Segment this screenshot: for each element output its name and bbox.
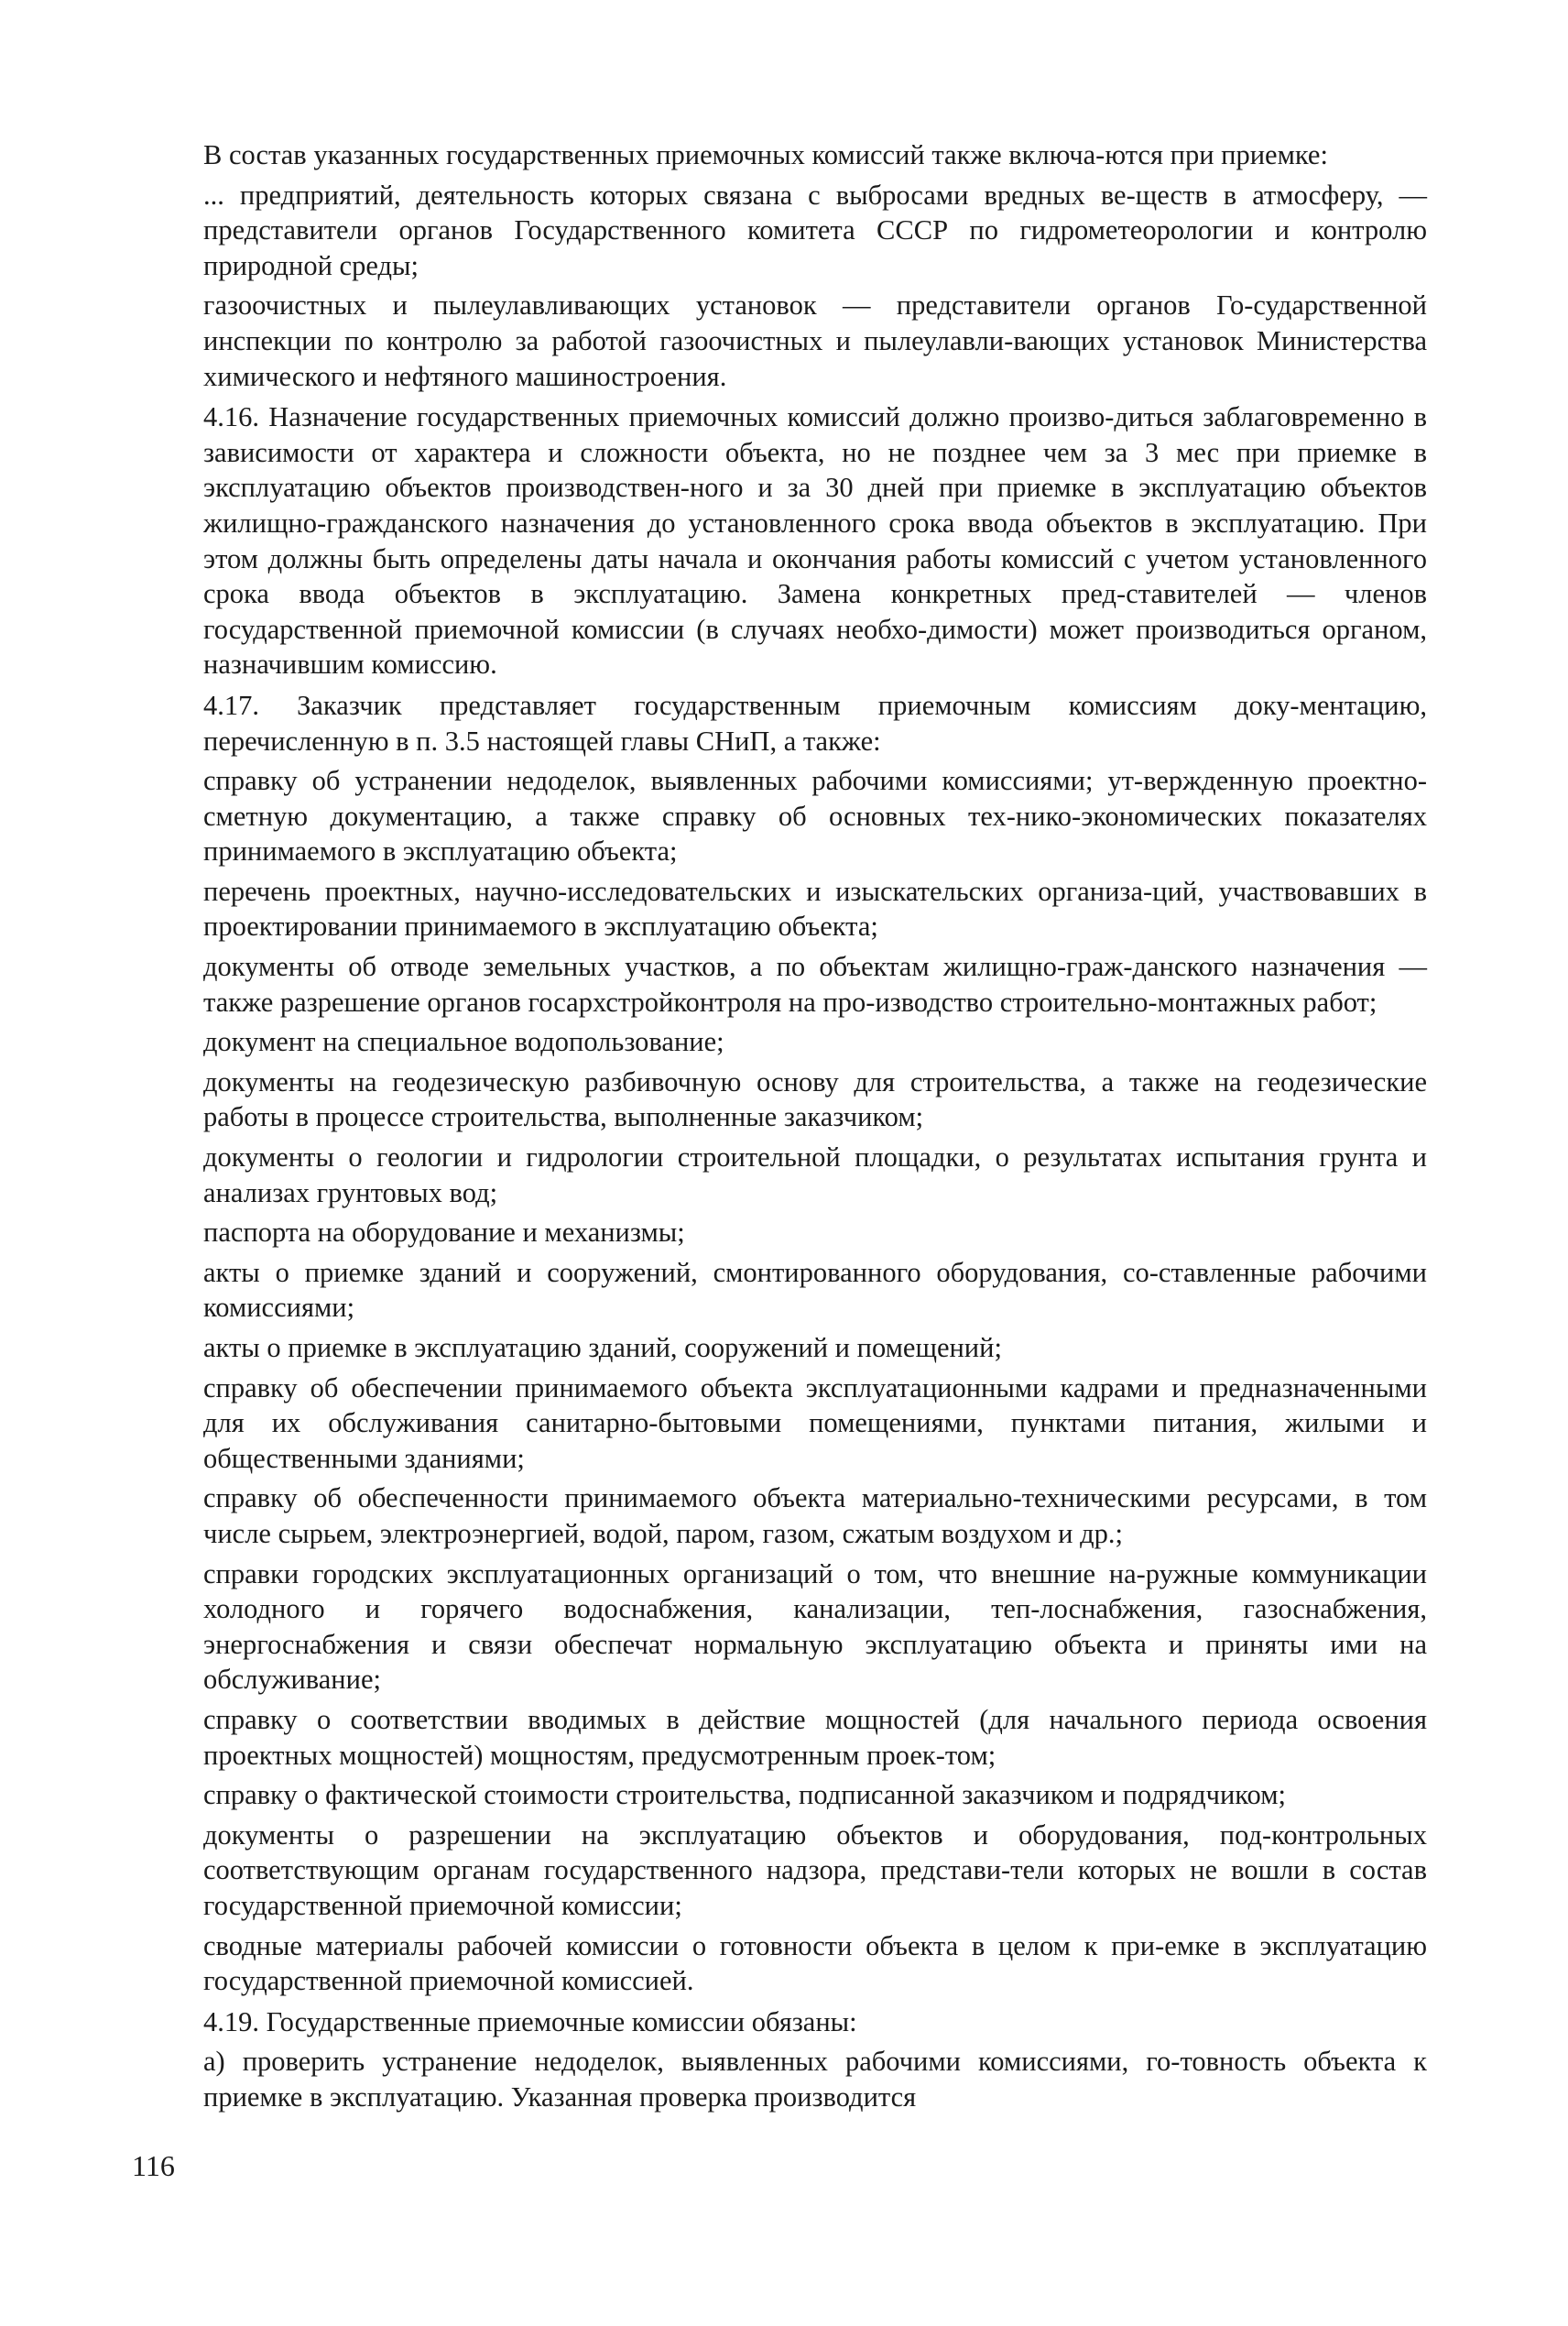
list-item: справку о соответствии вводимых в действие мощностей (для начального периода освоения проектных мощностей) мощностям, предусмотренным проек-том;: [203, 1703, 1427, 1771]
document-body: [203, 137, 1427, 2114]
list-item: справку об обеспеченности принимаемого объекта материально-техническими ресурсами, в том числе сырьем, электроэнергией, водой, паром, газом, сжатым воздухом и др.;: [203, 1482, 1427, 1549]
list-item: перечень проектных, научно-исследовательских и изыскательских организа-ций, участвовавших в проектировании принимаемого в эксплуатацию объекта;: [203, 875, 1427, 943]
list-item: справки городских эксплуатационных организаций о том, что внешние на-ружные коммуникации холодного и горячего водоснабжения, канализации, теп-лоснабжения, газоснабжения, энергоснабжения и связи обеспечат нормальную эксплуатацию объекта и приняты ими на обслуживание;: [203, 1557, 1427, 1696]
list-item: документы на геодезическую разбивочную основу для строительства, а также на геодезические работы в процессе строительства, выполненные заказчиком;: [203, 1065, 1427, 1133]
list-item: документы о разрешении на эксплуатацию объектов и оборудования, под-контрольных соответствующим органам государственного надзора, представи-тели которых не вошли в состав государственной приемочной комиссии;: [203, 1818, 1427, 1921]
list-item: справку об устранении недоделок, выявленных рабочими комиссиями; ут-вержденную проектно-сметную документацию, а также справку об основных тех-нико-экономических показателях принимаемого в эксплуатацию объекта;: [203, 765, 1427, 868]
page-number: 116: [132, 2149, 175, 2182]
paragraph-4-16: 4.16. Назначение государственных приемочных комиссий должно произво-диться заблаговременно в зависимости от характера и сложности объекта, но не позднее чем за 3 мес при приемке в эксплуатацию объектов производствен-ного и за 30 дней при приемке в эксплуатацию объектов жилищно-гражданского назначения до установленного срока ввода объектов в эксплуатацию. При этом должны быть определены даты начала и окончания работы комиссий с учетом установленного срока ввода объектов в эксплуатацию. Замена конкретных пред-ставителей — членов государственной приемочной комиссии (в случаях необхо-димости) может производиться органом, назначившим комиссию.: [203, 401, 1427, 681]
list-item: акты о приемке зданий и сооружений, смонтированного оборудования, со-ставленные рабочими комиссиями;: [203, 1256, 1427, 1324]
paragraph-gas-cleaning: газоочистных и пылеулавливающих установок — представители органов Го-сударственной инспекции по контролю за работой газоочистных и пылеулавли-вающих установок Министерства химического и нефтяного машиностроения.: [203, 289, 1427, 392]
paragraph-4-19: 4.19. Государственные приемочные комиссии обязаны:: [203, 2005, 857, 2037]
paragraph-4-17: 4.17. Заказчик представляет государственным приемочным комиссиям доку-ментацию, перечисленную в п. 3.5 настоящей главы СНиП, а также:: [203, 689, 1427, 757]
list-item: документы об отводе земельных участков, а по объектам жилищно-граж-данского назначения — также разрешение органов госархстройконтроля на про-изводство строительно-монтажных работ;: [203, 951, 1427, 1018]
list-item: а) проверить устранение недоделок, выявленных рабочими комиссиями, го-товность объекта к приемке в эксплуатацию. Указанная проверка производится: [203, 2046, 1427, 2113]
list-item: справку о фактической стоимости строительства, подписанной заказчиком и подрядчиком;: [203, 1779, 1286, 1811]
list-item: сводные материалы рабочей комиссии о готовности объекта в целом к при-емке в эксплуатацию государственной приемочной комиссией.: [203, 1929, 1427, 1997]
paragraph-enterprises: ... предприятий, деятельность которых связана с выбросами вредных ве-ществ в атмосферу, — представители органов Государственного комитета СССР по гидрометеорологии и контролю природной среды;: [203, 179, 1427, 281]
paragraph-intro: В состав указанных государственных приемочных комиссий также включа-ются при приемке:: [203, 139, 1328, 170]
list-item: документы о геологии и гидрологии строительной площадки, о результатах испытания грунта и анализах грунтовых вод;: [203, 1141, 1427, 1208]
list-item: документ на специальное водопользование;: [203, 1026, 724, 1058]
list-item: справку об обеспечении принимаемого объекта эксплуатационными кадрами и предназначенными для их обслуживания санитарно-бытовыми помещениями, пунктами питания, жилыми и общественными зданиями;: [203, 1371, 1427, 1474]
list-item: акты о приемке в эксплуатацию зданий, сооружений и помещений;: [203, 1332, 1002, 1363]
list-item: паспорта на оборудование и механизмы;: [203, 1217, 685, 1249]
